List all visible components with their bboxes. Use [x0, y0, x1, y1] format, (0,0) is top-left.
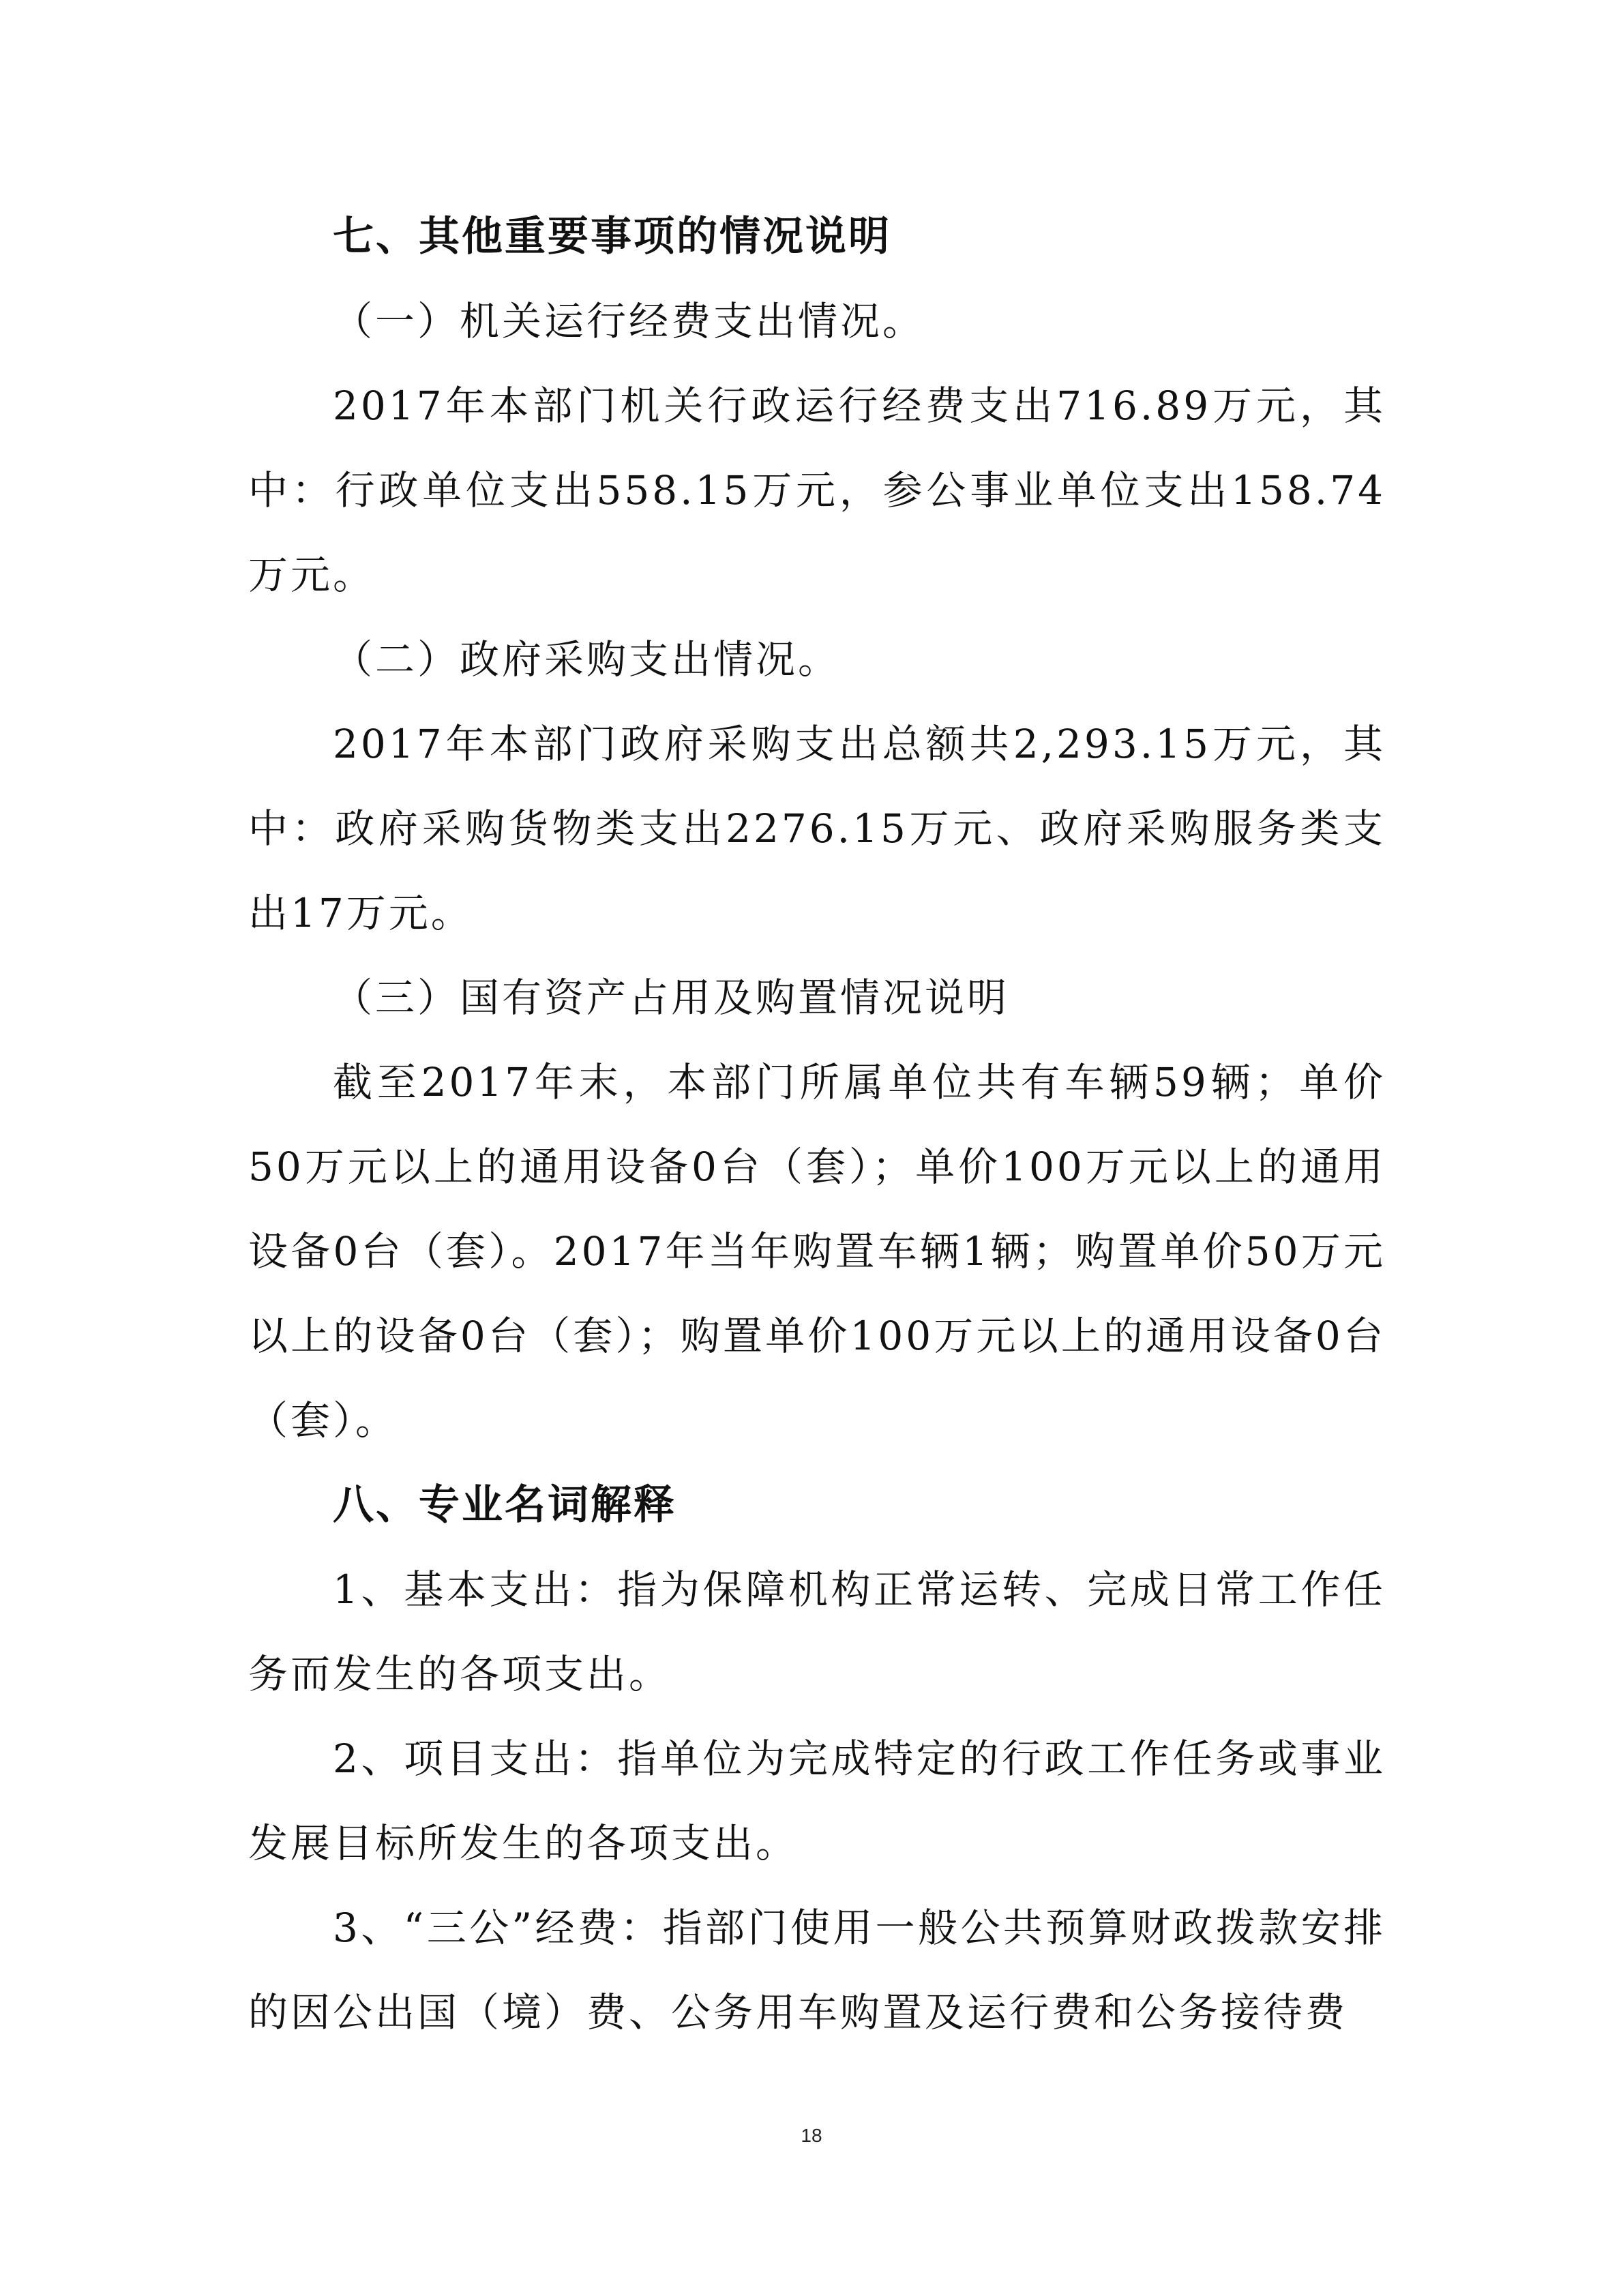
paragraph-government-procurement: 2017年本部门政府采购支出总额共2,293.15万元，其中：政府采购货物类支出2276.15万元、政府采购服务类支出17万元。: [248, 721, 1386, 936]
document-body: [248, 194, 1386, 2055]
paragraph-operating-expenses: 2017年本部门机关行政运行经费支出716.89万元，其中：行政单位支出558.15万元，参公事业单位支出158.74万元。: [248, 383, 1386, 598]
subheading-state-assets: （三）国有资产占用及购置情况说明: [333, 974, 1010, 1021]
term-project-expenditure: 2、项目支出：指单位为完成特定的行政工作任务或事业发展目标所发生的各项支出。: [248, 1735, 1386, 1866]
section-heading-8: 八、专业名词解释: [333, 1481, 676, 1529]
subheading-operating-expenses: （一）机关运行经费支出情况。: [333, 298, 925, 344]
term-three-public-expenses: 3、“三公”经费：指部门使用一般公共预算财政拨款安排的因公出国（境）费、公务用车购置及运行费和公务接待费: [248, 1905, 1386, 2036]
page-number: 18: [801, 2125, 822, 2146]
term-basic-expenditure: 1、基本支出：指为保障机构正常运转、完成日常工作任务而发生的各项支出。: [248, 1566, 1386, 1697]
subheading-government-procurement: （二）政府采购支出情况。: [333, 636, 841, 683]
section-heading-7: 七、其他重要事项的情况说明: [333, 213, 891, 260]
paragraph-state-assets: 截至2017年末，本部门所属单位共有车辆59辆；单价50万元以上的通用设备0台（套）；单价100万元以上的通用设备0台（套）。2017年当年购置车辆1辆；购置单价50万元以上的设备0台（套）；购置单价100万元以上的通用设备0台（套）。: [248, 1059, 1386, 1444]
